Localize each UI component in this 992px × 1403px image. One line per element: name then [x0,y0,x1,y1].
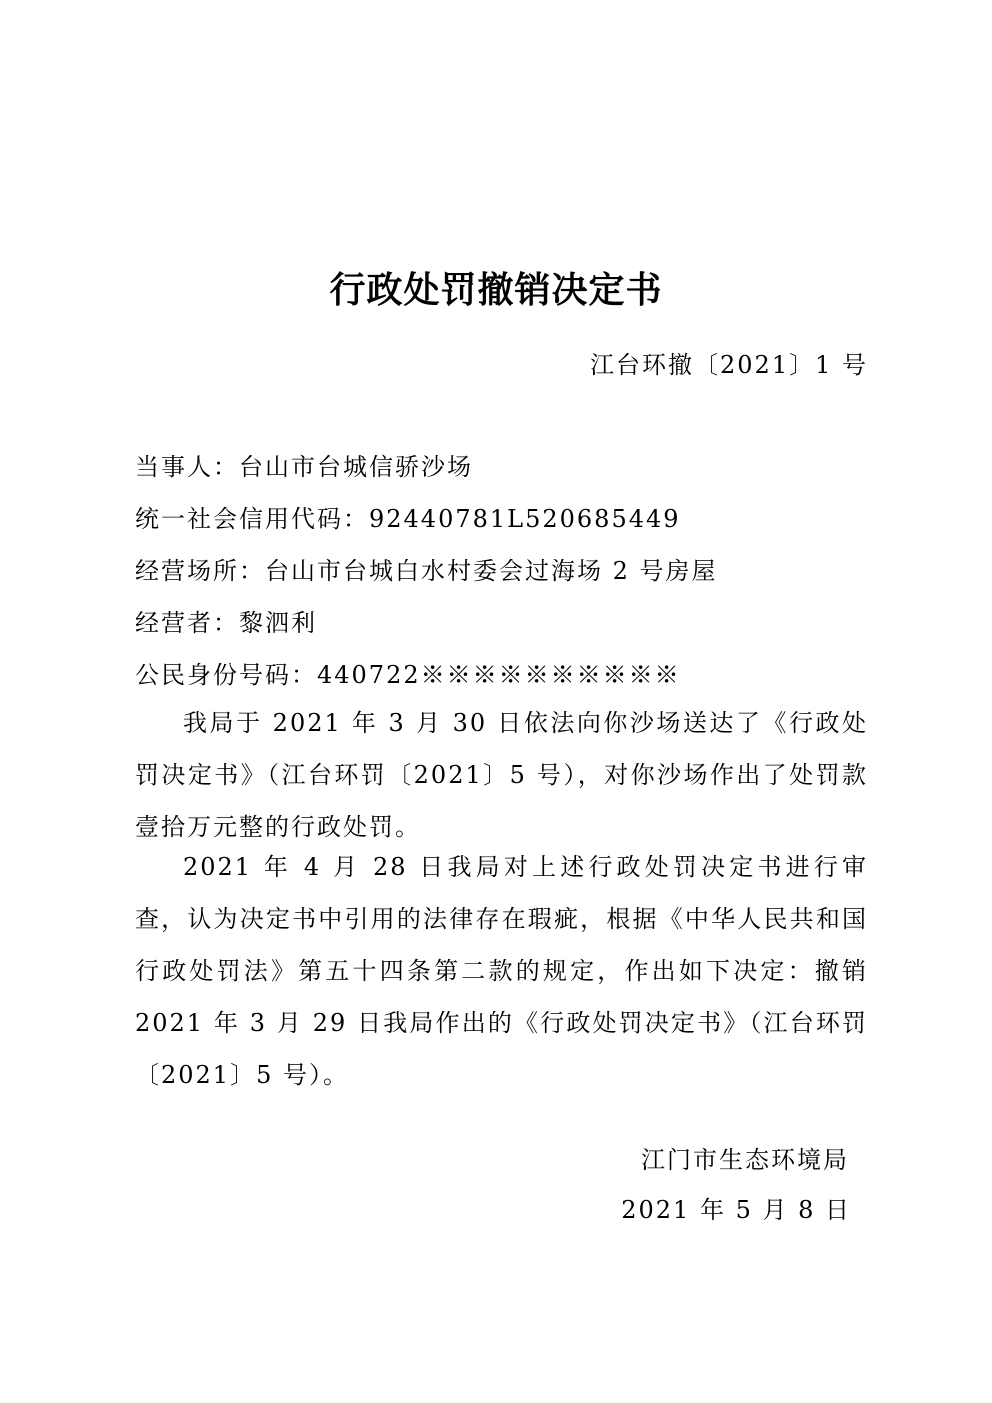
body-paragraph-2: 2021 年 4 月 28 日我局对上述行政处罚决定书进行审查，认为决定书中引用的法律存在瑕疵，根据《中华人民共和国行政处罚法》第五十四条第二款的规定，作出如下决定：撤销 2021 年 3 月 29 日我局作出的《行政处罚决定书》（江台环罚〔2021〕5 号）。 [135,853,868,1089]
credit-code-field: 统一社会信用代码：92440781L520685449 [135,505,681,533]
signing-organization: 江门市生态环境局 [641,1146,849,1174]
id-number-field: 公民身份号码：440722※※※※※※※※※※ [135,661,681,689]
document-title: 行政处罚撤销决定书 [329,269,663,311]
signing-date: 2021 年 5 月 8 日 [621,1196,851,1224]
business-address-field: 经营场所：台山市台城白水村委会过海场 2 号房屋 [135,557,718,585]
operator-field: 经营者：黎泗利 [135,609,317,637]
document-number: 江台环撤〔2021〕1 号 [590,351,868,379]
party-field: 当事人：台山市台城信骄沙场 [135,453,473,481]
body-paragraph-1: 我局于 2021 年 3 月 30 日依法向你沙场送达了《行政处罚决定书》（江台环罚〔2021〕5 号），对你沙场作出了处罚款壹拾万元整的行政处罚。 [135,709,868,841]
